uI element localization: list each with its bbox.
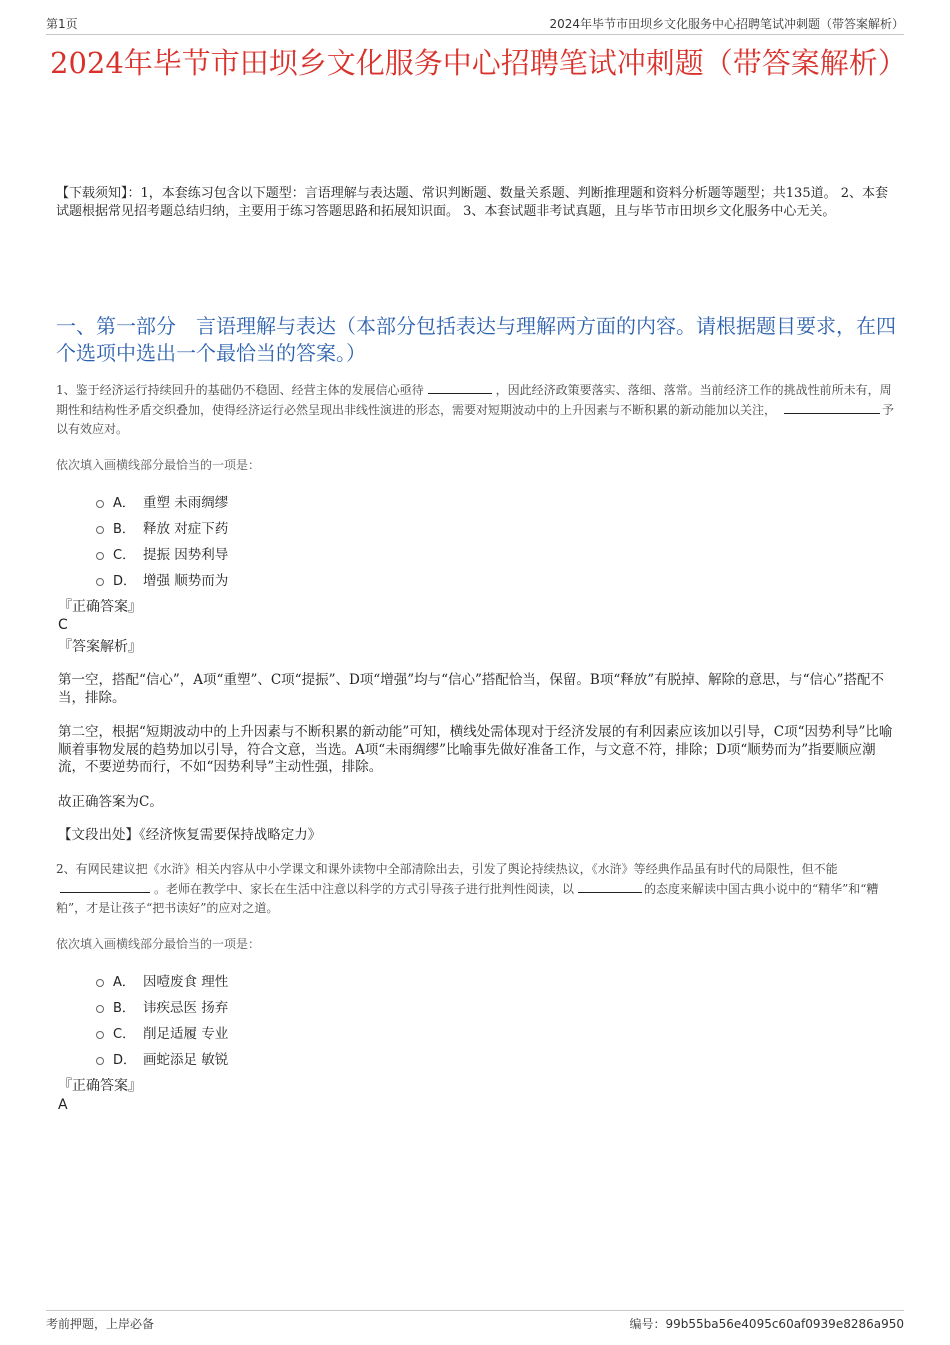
radio-icon[interactable] — [96, 578, 104, 586]
section-heading: 一、第一部分 言语理解与表达（本部分包括表达与理解两方面的内容。请根据题目要求，在四个选项中选出一个最恰当的答案。） — [56, 314, 896, 365]
option-text: 因噎废食 理性 — [143, 974, 229, 990]
answer-blank — [578, 880, 642, 893]
radio-icon[interactable] — [96, 500, 104, 508]
radio-icon[interactable] — [96, 1057, 104, 1065]
document-code: 编号：99b55ba56e4095c60af0939e8286a950 — [629, 1317, 904, 1331]
option-letter: D． — [113, 573, 137, 589]
option-text: 画蛇添足 敏锐 — [143, 1052, 229, 1068]
option-letter: C． — [113, 1026, 136, 1042]
radio-icon[interactable] — [96, 1031, 104, 1039]
analysis-paragraph-2: 第二空，根据“短期波动中的上升因素与不断积累的新动能”可知，横线处需体现对于经济发展的有利因素应该加以引导，C项“因势利导”比喻顺着事物发展的趋势加以引导，符合文意，当选。A项“未雨绸缪”比喻事先做好准备工作，与文意不符，排除；D项“顺势而为”指要顺应潮流，不要逆势而行，不如“因势利导”主动性强，排除。 — [58, 724, 893, 775]
question-1-text-a: 1、鉴于经济运行持续回升的基础仍不稳固、经营主体的发展信心亟待 — [56, 383, 424, 397]
option-letter: B． — [113, 1000, 135, 1016]
question-2-options — [96, 967, 228, 1071]
option-a[interactable] — [96, 488, 228, 514]
page-footer — [46, 1310, 904, 1331]
passage-source: 【文段出处】《经济恢复需要保持战略定力》 — [58, 827, 322, 843]
radio-icon[interactable] — [96, 1005, 104, 1013]
download-notice: 【下载须知】：1，本套练习包含以下题型：言语理解与表达题、常识判断题、数量关系题、判断推理题和资料分析题等题型；共135道。 2、本套试题根据常见招考题总结归纳，主要用于练习答题思路和拓展知识面。 3、本套试题非考试真题，且与毕节市田坝乡文化服务中心无关。 — [56, 186, 888, 219]
option-text: 提振 因势利导 — [143, 547, 229, 563]
answer-blank — [784, 401, 880, 414]
header-doc-title: 2024年毕节市田坝乡文化服务中心招聘笔试冲刺题（带答案解析） — [549, 17, 904, 31]
radio-icon[interactable] — [96, 526, 104, 534]
document-title: 2024年毕节市田坝乡文化服务中心招聘笔试冲刺题（带答案解析） — [50, 46, 907, 80]
option-b[interactable] — [96, 993, 228, 1019]
option-letter: A． — [113, 974, 135, 990]
option-a[interactable] — [96, 967, 228, 993]
question-1-text-b: ，因此经济政策要落实、落细、落常。当前经济工作的挑战性前所未有，周期性和结构性矛盾交织叠加，使得经济运行必然呈现出非线性演进的形态，需要对短期波动中的上升因素与不断积累的新动能加以关注， — [56, 383, 892, 417]
option-text: 释放 对症下药 — [143, 521, 229, 537]
question-2-text-a: 2、有网民建议把《水浒》相关内容从中小学课文和课外读物中全部清除出去，引发了舆论持续热议，《水浒》等经典作品虽有时代的局限性，但不能 — [56, 862, 838, 876]
question-2-text — [56, 860, 898, 919]
correct-answer-value: A — [58, 1097, 68, 1113]
option-c[interactable] — [96, 1019, 228, 1045]
answer-blank — [60, 880, 150, 893]
correct-answer-value: C — [58, 617, 68, 633]
option-text: 增强 顺势而为 — [143, 573, 229, 589]
analysis-conclusion: 故正确答案为C。 — [58, 794, 163, 810]
option-letter: C． — [113, 547, 136, 563]
option-c[interactable] — [96, 540, 228, 566]
question-1-options — [96, 488, 228, 592]
correct-answer-label: 『正确答案』 — [58, 599, 142, 615]
question-1-text — [56, 381, 898, 440]
question-2-text-b: 。老师在教学中、家长在生活中注意以科学的方式引导孩子进行批判性阅读，以 — [154, 881, 575, 896]
radio-icon[interactable] — [96, 979, 104, 987]
page-header — [46, 14, 904, 35]
question-2-text-c: 的态度来解读中国古典小说中的“精华”和“糟粕”，才是让孩子“把书读好”的应对之道。 — [56, 881, 879, 915]
analysis-label: 『答案解析』 — [58, 639, 142, 655]
question-2-prompt: 依次填入画横线部分最恰当的一项是： — [56, 937, 261, 951]
correct-answer-label: 『正确答案』 — [58, 1078, 142, 1094]
option-letter: D． — [113, 1052, 137, 1068]
radio-icon[interactable] — [96, 552, 104, 560]
option-b[interactable] — [96, 514, 228, 540]
option-text: 讳疾忌医 扬弃 — [143, 1000, 229, 1016]
question-1-prompt: 依次填入画横线部分最恰当的一项是： — [56, 458, 261, 472]
option-letter: B． — [113, 521, 135, 537]
analysis-paragraph-1: 第一空，搭配“信心”，A项“重塑”、C项“提振”、D项“增强”均与“信心”搭配恰当，保留。B项“释放”有脱掉、解除的意思，与“信心”搭配不当，排除。 — [58, 672, 884, 706]
option-text: 削足适履 专业 — [143, 1026, 229, 1042]
option-text: 重塑 未雨绸缪 — [143, 495, 229, 511]
option-d[interactable] — [96, 1045, 228, 1071]
option-d[interactable] — [96, 566, 228, 592]
page-number: 第1页 — [46, 17, 78, 31]
question-1-text-c: 予以有效应对。 — [56, 402, 895, 436]
footer-slogan: 考前押题，上岸必备 — [46, 1317, 155, 1331]
option-letter: A． — [113, 495, 135, 511]
answer-blank — [428, 381, 492, 394]
